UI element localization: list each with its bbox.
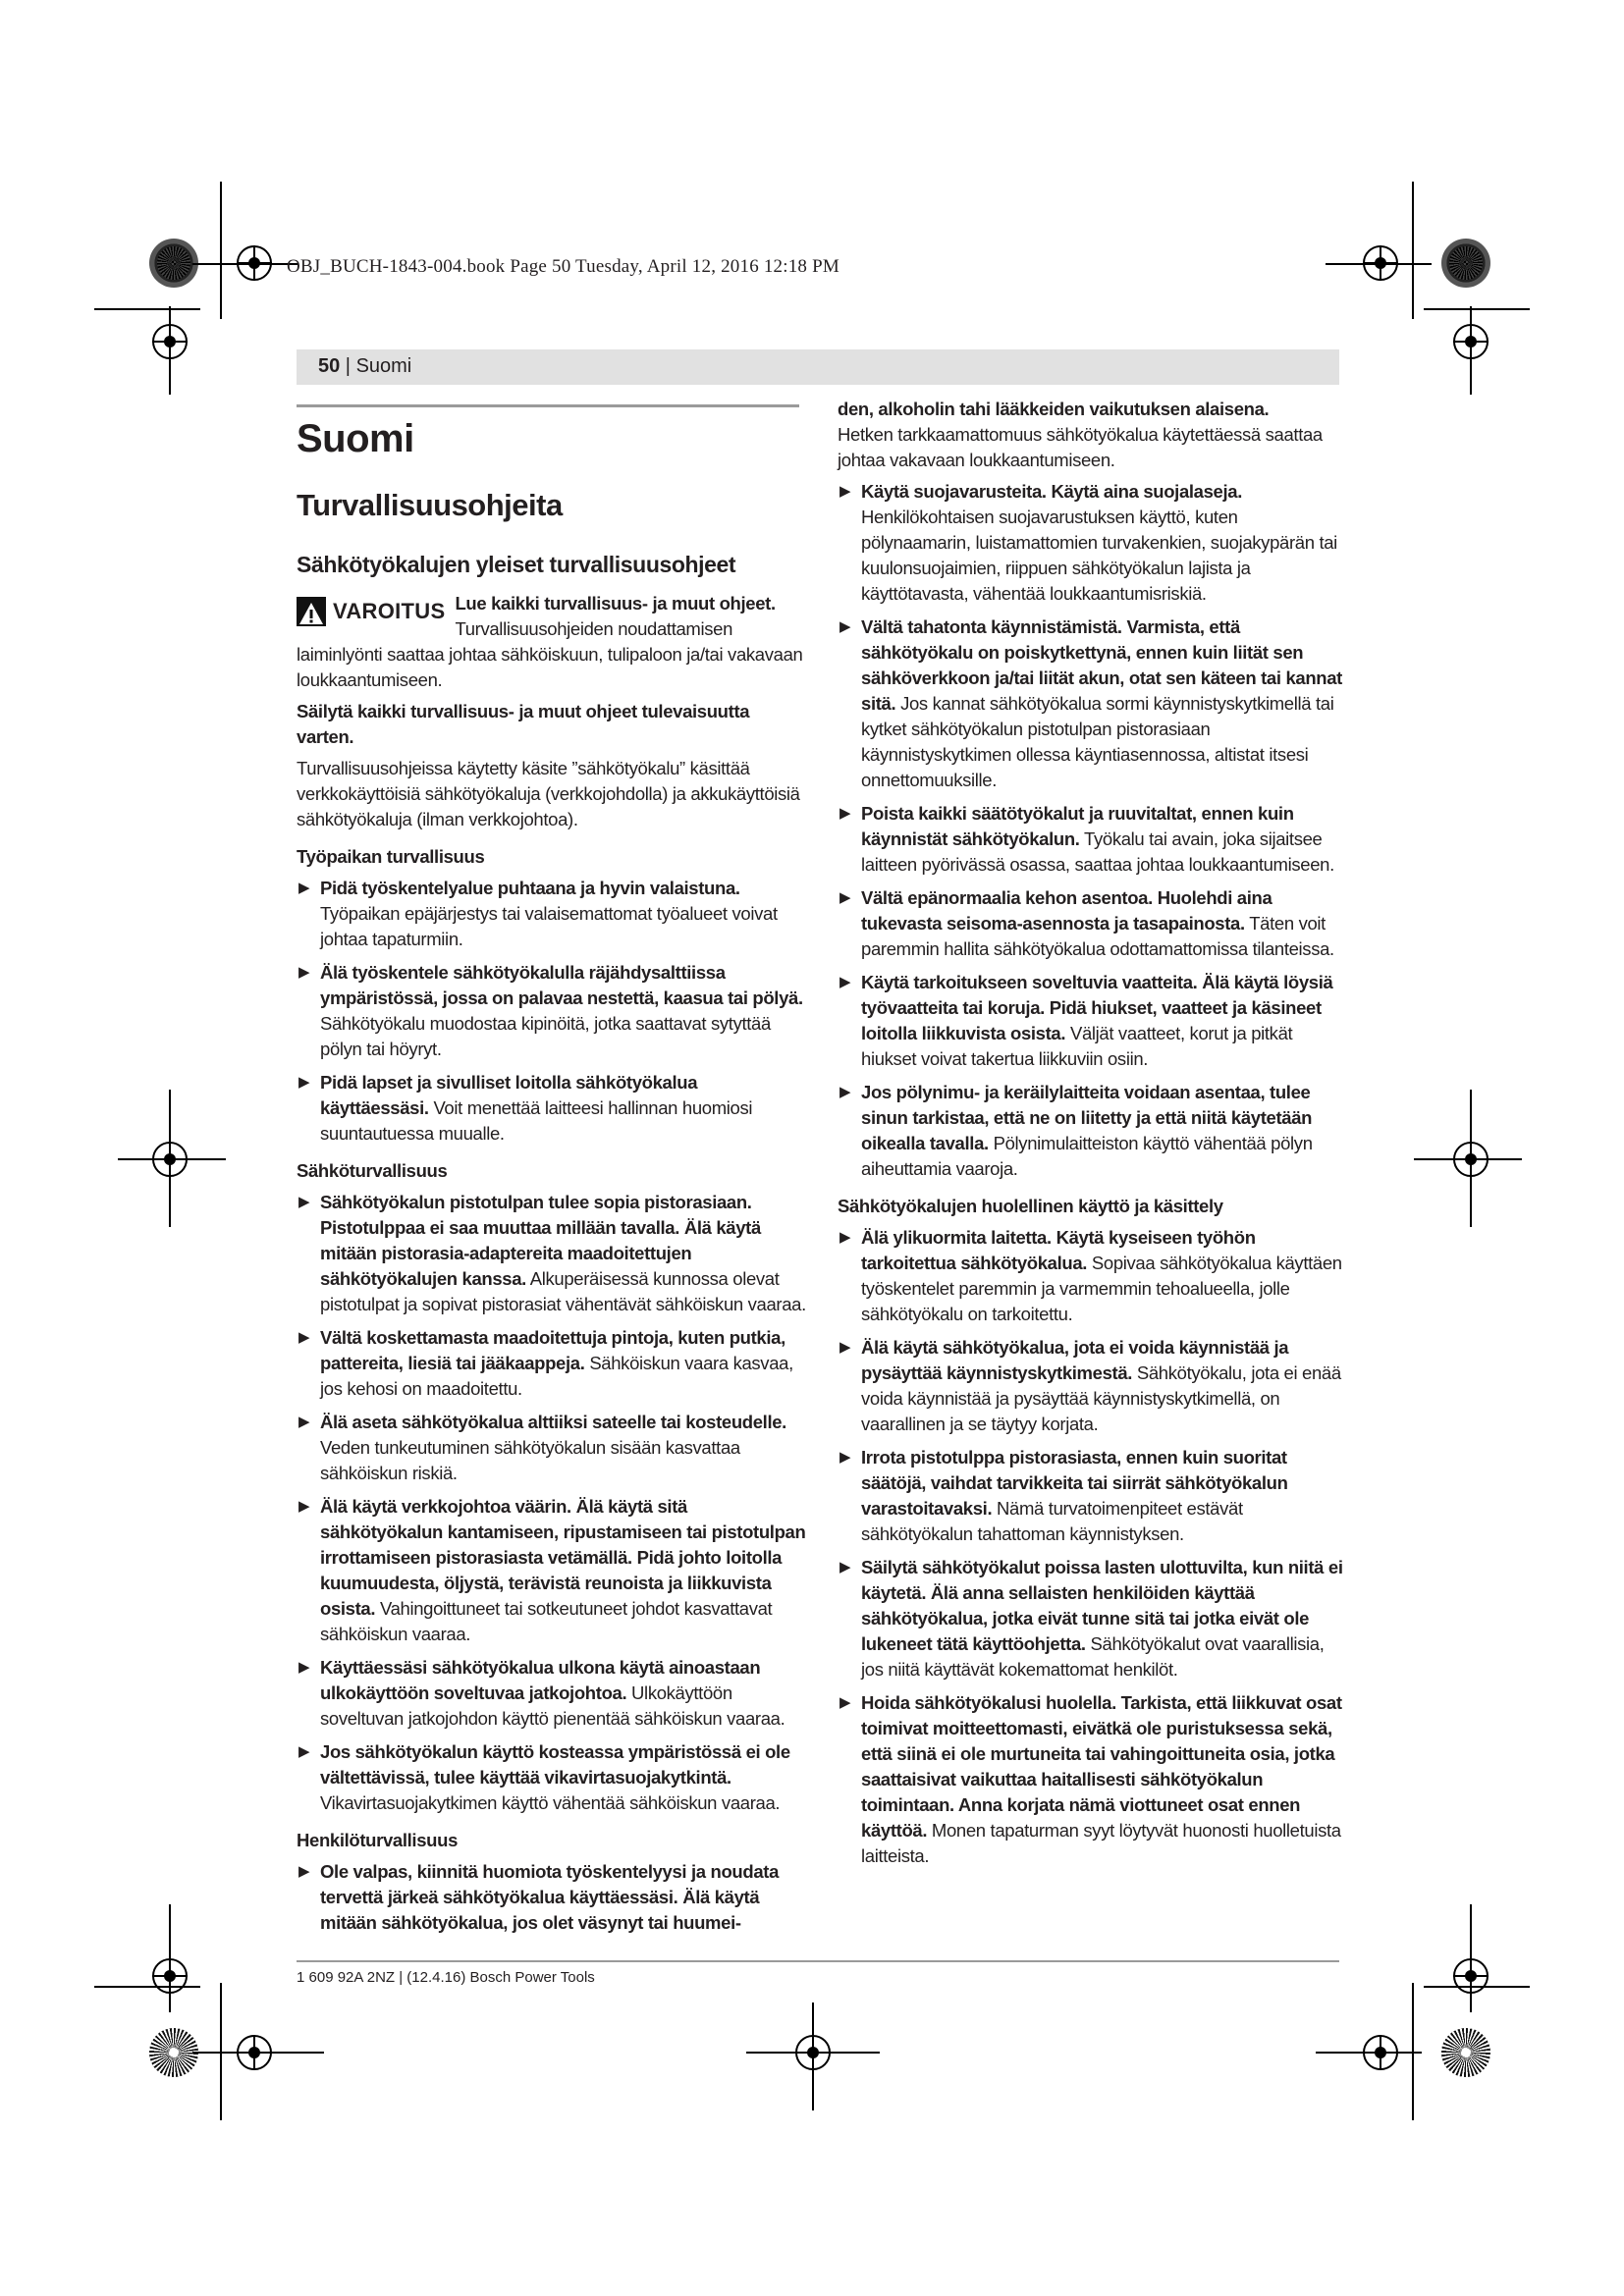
bullet-triangle-icon: ▶ (298, 880, 310, 896)
item-text: Veden tunkeutuminen sähkötyökalun sisään kasvattaa sähköiskun riskiä. (320, 1437, 740, 1483)
page-number: 50 (318, 355, 341, 377)
item-lead: Älä käytä sähkötyökalua, jota ei voida käynnistää ja pysäyttää käynnistyskytkimestä. (861, 1337, 1289, 1383)
footer-divider (297, 1960, 1339, 1962)
item-lead: Irrota pistotulppa pistorasiasta, ennen kuin suoritat säätöjä, vaihdat tarvikkeita tai siirrät sähkötyökalun varastoitavaksi. (861, 1447, 1288, 1519)
page-header (297, 349, 1339, 385)
item-text: Jos kannat sähkötyökalua sormi käynnistyskytkimellä tai kytket sähkötyökalun pistotulpan pistorasiaan käynnistyskytkimen ollessa käyntiasennossa, altistat itsesi onnettomuuksille. (861, 693, 1334, 790)
subtitle: Turvallisuusohjeita (297, 488, 563, 522)
bullet-triangle-icon: ▶ (298, 1659, 310, 1676)
item-text: Henkilökohtaisen suojavarustuksen käyttö, kuten pölynaamarin, luistamattomien turvakenkien, suojakypärän tai kuulonsuojaimien, riippuen sähkötyökalun lajista ja käyttötavasta, vähentää loukkaantumisriskiä. (861, 507, 1337, 604)
bullet-triangle-icon: ▶ (839, 483, 851, 500)
divider (297, 404, 799, 407)
left-sections (297, 844, 807, 1936)
item-lead: Älä aseta sähkötyökalua alttiiksi sateelle tai kosteudelle. (320, 1412, 786, 1432)
list-item (838, 1225, 1348, 1327)
list-item (297, 1859, 807, 1936)
item-lead: Jos sähkötyökalun käyttö kosteassa ympäristössä ei ole vältettävissä, tulee käyttää vikavirtasuojakytkintä. (320, 1741, 790, 1788)
item-text: Työkalu tai avain, joka sijaitsee laitteen pyörivässä osassa, saattaa johtaa loukkaantumiseen. (861, 828, 1334, 875)
continuation-text: Hetken tarkkaamattomuus sähkötyökalua käytettäessä saattaa johtaa vakavaan loukkaantumiseen. (838, 424, 1323, 470)
continuation-paragraph (838, 397, 1348, 473)
warning-block (297, 591, 807, 699)
bullet-triangle-icon: ▶ (298, 1498, 310, 1515)
save-note-text: Säilytä kaikki turvallisuus- ja muut ohjeet tulevaisuutta varten. (297, 701, 750, 747)
print-slug: OBJ_BUCH-1843-004.book Page 50 Tuesday, April 12, 2016 12:18 PM (287, 256, 839, 277)
item-text: Voit menettää laitteesi hallinnan huomiosi suuntautuessa muualle. (320, 1097, 753, 1144)
list-item (297, 1494, 807, 1647)
item-text: Täten voit paremmin hallita sähkötyökalua odottamattomissa tilanteissa. (861, 913, 1334, 959)
list-item (838, 1080, 1348, 1182)
color-bar-icon (149, 2028, 198, 2077)
list-item (297, 960, 807, 1062)
item-lead: Säilytä sähkötyökalut poissa lasten ulottuvilta, kun niitä ei käytetä. Älä anna sellaisten henkilöiden käyttää sähkötyökalua, jotka eivät tunne sitä tai jotka eivät ole lukeneet tätä käyttöohjetta. (861, 1557, 1343, 1654)
item-text: Pölynimulaitteiston käyttö vähentää pölyn aiheuttamia vaaroja. (861, 1133, 1313, 1179)
item-text: Monen tapaturman syyt löytyvät huonosti huolletuista laitteista. (861, 1820, 1341, 1866)
list-item (838, 1690, 1348, 1869)
warning-badge (297, 597, 445, 626)
list-item (297, 1655, 807, 1732)
list-item (297, 1325, 807, 1402)
bullet-triangle-icon: ▶ (839, 1694, 851, 1711)
item-lead: Poista kaikki säätötyökalut ja ruuvitaltat, ennen kuin käynnistät sähkötyökalun. (861, 803, 1294, 849)
save-note (297, 699, 807, 750)
item-text: Vahingoittuneet tai sotkeutuneet johdot kasvattavat sähköiskun vaaraa. (320, 1598, 773, 1644)
list-item (838, 885, 1348, 962)
list-item (838, 970, 1348, 1072)
bullet-triangle-icon: ▶ (839, 1449, 851, 1466)
item-lead: Käyttäessäsi sähkötyökalua ulkona käytä ainoastaan ulkokäyttöön soveltuvaa jatkojohtoa. (320, 1657, 761, 1703)
list-item (297, 1410, 807, 1486)
item-lead: Ole valpas, kiinnitä huomiota työskentelyysi ja noudata tervettä järkeä sähkötyökalua käyttäessäsi. Älä käytä mitään sähkötyökalua, jos olet väsynyt tai huumei- (320, 1861, 780, 1933)
bullet-triangle-icon: ▶ (839, 974, 851, 990)
item-lead: Vältä tahatonta käynnistämistä. Varmista, että sähkötyökalu on poiskytkettynä, ennen kuin liität sen sähköverkkoon ja/tai liität akun, otat sen käteen tai kannat sitä. (861, 616, 1342, 714)
bullet-triangle-icon: ▶ (298, 1863, 310, 1880)
item-lead: Hoida sähkötyökalusi huolella. Tarkista, että liikkuvat osat toimivat moitteettomasti, eivätkä ole puristuksessa sekä, että siinä ei ole murtuneita tai vahingoittuneita osia, jotka saattaisivat vaikuttaa haitallisesti sähkötyökalun toimintaan. Anna korjata nämä viottuneet osat ennen käyttöä. (861, 1692, 1342, 1841)
item-lead: Käytä tarkoitukseen soveltuvia vaatteita. Älä käytä löysiä työvaatteita tai koruja. Pidä hiukset, vaatteet ja käsineet loitolla liikkuvista osista. (861, 972, 1333, 1043)
bullet-triangle-icon: ▶ (839, 1559, 851, 1575)
item-text: Sähkötyökalu muodostaa kipinöitä, jotka saattavat sytyttää pölyn tai höyryt. (320, 1013, 771, 1059)
item-lead: Pidä lapset ja sivulliset loitolla sähkötyökalua käyttäessäsi. (320, 1072, 698, 1118)
page-title: Suomi (297, 417, 414, 460)
page-number-label: 50 | Suomi (318, 355, 412, 377)
term-note: Turvallisuusohjeissa käytetty käsite ”sähkötyökalu” käsittää verkkokäyttöisiä sähkötyökaluja (verkkojohdolla) ja akkukäyttöisiä sähkötyökaluja (ilman verkkojohtoa). (297, 758, 800, 829)
list-item (838, 1555, 1348, 1682)
item-lead: Pidä työskentelyalue puhtaana ja hyvin valaistuna. (320, 878, 740, 898)
item-lead: Älä käytä verkkojohtoa väärin. Älä käytä sitä sähkötyökalun kantamiseen, ripustamiseen tai pistotulpan irrottamiseen pistorasiasta vetämällä. Pidä johto loitolla kuumuudesta, öljystä, terävistä reunoista ja liikkuvista osista. (320, 1496, 806, 1619)
bullet-triangle-icon: ▶ (298, 964, 310, 981)
warning-lead: Lue kaikki turvallisuus- ja muut ohjeet. (455, 593, 776, 614)
item-text: Väljät vaatteet, korut ja pitkät hiukset voivat takertua liikkuviin osiin. (861, 1023, 1293, 1069)
bullet-triangle-icon: ▶ (839, 805, 851, 822)
list-item (297, 1070, 807, 1147)
left-column (297, 410, 807, 1944)
right-column (838, 397, 1348, 1877)
bullet-triangle-icon: ▶ (298, 1074, 310, 1091)
item-text: Nämä turvatoimenpiteet estävät sähkötyökalun tahattoman käynnistyksen. (861, 1498, 1243, 1544)
subsection-heading: Työpaikan turvallisuus (297, 846, 485, 867)
section-heading: Sähkötyökalujen yleiset turvallisuusohjeet (297, 552, 736, 577)
continuation-lead: den, alkoholin tahi lääkkeiden vaikutuksen alaisena. (838, 399, 1270, 419)
bullet-triangle-icon: ▶ (298, 1329, 310, 1346)
subsection-heading: Henkilöturvallisuus (297, 1830, 459, 1850)
color-bar-icon (1441, 2028, 1490, 2077)
bullet-triangle-icon: ▶ (839, 889, 851, 906)
bullet-triangle-icon: ▶ (298, 1414, 310, 1430)
list-item (838, 479, 1348, 607)
item-text: Ulkokäyttöön soveltuvan jatkojohdon käyttö pienentää sähköiskun vaaraa. (320, 1682, 785, 1729)
bullet-triangle-icon: ▶ (298, 1194, 310, 1210)
item-lead: Käytä suojavarusteita. Käytä aina suojalaseja. (861, 481, 1243, 502)
bullet-triangle-icon: ▶ (839, 1229, 851, 1246)
section-name: Suomi (355, 355, 412, 377)
item-text: Sähkötyökalut ovat vaarallisia, jos niitä käyttävät kokemattomat henkilöt. (861, 1633, 1325, 1680)
item-lead: Älä työskentele sähkötyökalulla räjähdysalttiissa ympäristössä, jossa on palavaa nestettä, kaasua tai pölyä. (320, 962, 803, 1008)
item-text: Sähköiskun vaara kasvaa, jos kehosi on maadoitettu. (320, 1353, 793, 1399)
item-text: Sähkötyökalu, jota ei enää voida käynnistää ja pysäyttää käynnistyskytkimellä, on vaarallinen ja se täytyy korjata. (861, 1362, 1341, 1434)
item-text: Alkuperäisessä kunnossa olevat pistotulpat ja sopivat pistorasiat vähentävät sähköiskun vaaraa. (320, 1268, 806, 1314)
warning-label: VAROITUS (333, 599, 446, 623)
subsection-heading: Sähköturvallisuus (297, 1160, 448, 1181)
item-lead: Vältä koskettamasta maadoitettuja pintoja, kuten putkia, pattereita, liesiä tai jääkaappeja. (320, 1327, 785, 1373)
item-lead: Jos pölynimu- ja keräilylaitteita voidaan asentaa, tulee sinun tarkistaa, että ne on liitetty ja että niitä käytetään oikealla tavalla. (861, 1082, 1313, 1153)
list-item (838, 1445, 1348, 1547)
bullet-triangle-icon: ▶ (839, 1339, 851, 1356)
item-text: Työpaikan epäjärjestys tai valaisemattomat työalueet voivat johtaa tapaturmiin. (320, 903, 778, 949)
footer: 1 609 92A 2NZ | (12.4.16) Bosch Power Tools (297, 1969, 595, 1986)
list-item (838, 801, 1348, 878)
bullet-triangle-icon: ▶ (839, 618, 851, 635)
list-item (297, 1190, 807, 1317)
item-text: Sopivaa sähkötyökalua käyttäen työskentelet paremmin ja varmemmin tehoalueella, jolle sähkötyökalu on tarkoitettu. (861, 1253, 1342, 1324)
color-bar-icon (149, 239, 198, 288)
item-lead: Sähkötyökalun pistotulpan tulee sopia pistorasiaan. Pistotulppaa ei saa muuttaa millään tavalla. Älä käytä mitään pistorasia-adaptereita maadoitettujen sähkötyökalujen kanssa. (320, 1192, 761, 1289)
list-item (838, 614, 1348, 793)
item-lead: Vältä epänormaalia kehon asentoa. Huolehdi aina tukevasta seisoma-asennosta ja tasapainosta. (861, 887, 1272, 934)
item-lead: Älä ylikuormita laitetta. Käytä kyseiseen työhön tarkoitettua sähkötyökalua. (861, 1227, 1256, 1273)
list-item (297, 1739, 807, 1816)
warning-triangle-icon (297, 597, 326, 626)
bullet-triangle-icon: ▶ (298, 1743, 310, 1760)
section-heading-handling: Sähkötyökalujen huolellinen käyttö ja käsittely (838, 1196, 1223, 1216)
bullet-triangle-icon: ▶ (839, 1084, 851, 1100)
warning-body: Turvallisuusohjeiden noudattamisen laiminlyönti saattaa johtaa sähköiskuun, tulipaloon ja/tai vakavaan loukkaantumiseen. (297, 618, 803, 690)
list-item (838, 1335, 1348, 1437)
list-item (297, 876, 807, 952)
item-text: Vikavirtasuojakytkimen käyttö vähentää sähköiskun vaaraa. (320, 1792, 781, 1813)
color-bar-icon (1441, 239, 1490, 288)
right-list-a (838, 479, 1348, 1182)
right-list-b (838, 1225, 1348, 1869)
